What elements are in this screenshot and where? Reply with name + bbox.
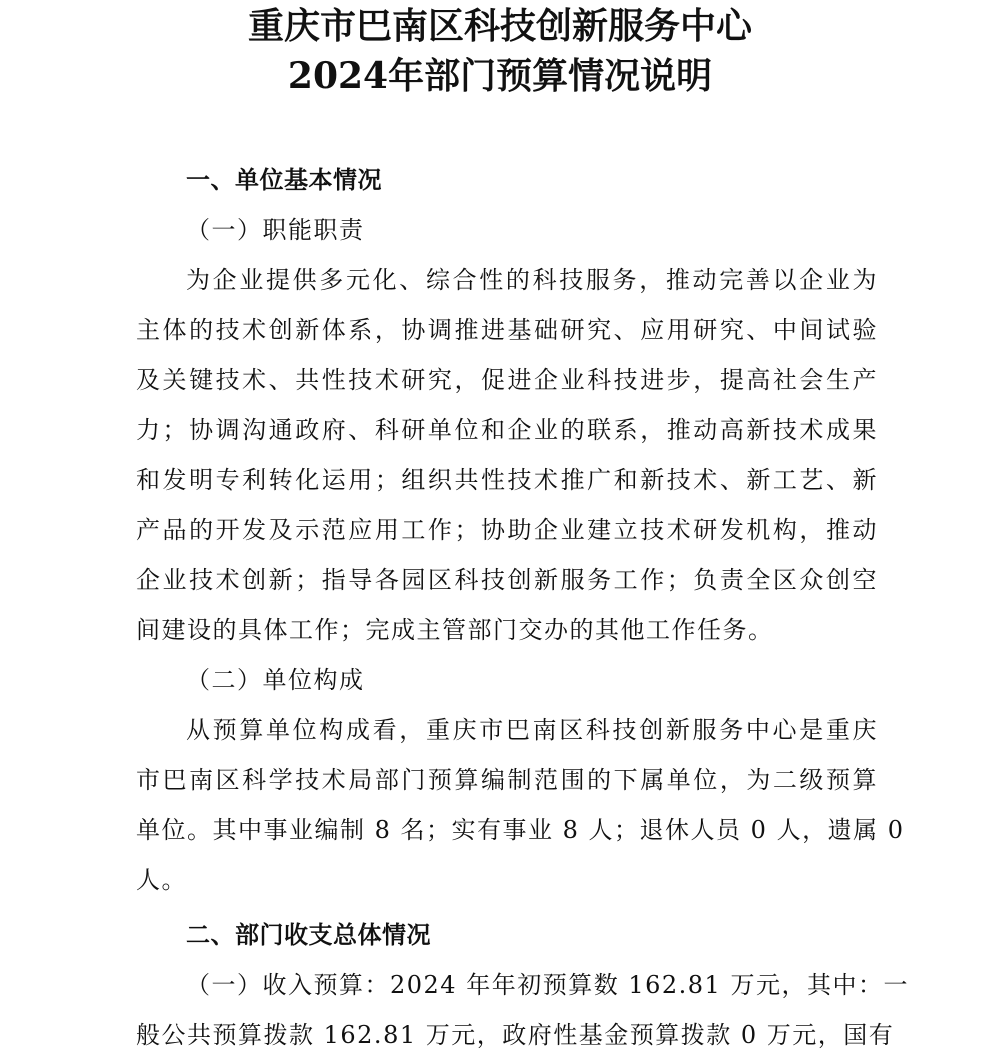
paragraph-line: 和发明专利转化运用；组织共性技术推广和新技术、新工艺、新 [136, 466, 878, 494]
paragraph-line: 人。 [136, 866, 187, 894]
paragraph-line: 为企业提供多元化、综合性的科技服务，推动完善以企业为 [186, 266, 878, 294]
paragraph-line: 及关键技术、共性技术研究，促进企业科技进步，提高社会生产 [136, 366, 878, 394]
paragraph-line: 主体的技术创新体系，协调推进基础研究、应用研究、中间试验 [136, 316, 878, 344]
paragraph-line: 从预算单位构成看，重庆市巴南区科技创新服务中心是重庆 [186, 716, 878, 744]
section2-heading: 二、部门收支总体情况 [186, 921, 431, 949]
paragraph-line: 单位。其中事业编制 8 名；实有事业 8 人；退休人员 0 人，遗属 0 [136, 816, 905, 844]
section1-heading: 一、单位基本情况 [186, 166, 382, 194]
paragraph-line: 力；协调沟通政府、科研单位和企业的联系，推动高新技术成果 [136, 416, 878, 444]
paragraph-line: 市巴南区科学技术局部门预算编制范围的下属单位，为二级预算 [136, 766, 878, 794]
paragraph-line: （一）收入预算：2024 年年初预算数 162.81 万元，其中：一 [186, 971, 909, 999]
paragraph-line: 般公共预算拨款 162.81 万元，政府性基金预算拨款 0 万元，国有 [136, 1021, 895, 1049]
paragraph-line: 产品的开发及示范应用工作；协助企业建立技术研发机构，推动 [136, 516, 878, 544]
section1-sub2-heading: （二）单位构成 [186, 666, 365, 694]
paragraph-line: 间建设的具体工作；完成主管部门交办的其他工作任务。 [136, 616, 774, 644]
paragraph-line: 企业技术创新；指导各园区科技创新服务工作；负责全区众创空 [136, 566, 878, 594]
document-title-line1: 重庆市巴南区科技创新服务中心 [247, 5, 752, 47]
document-title-line2: 2024年部门预算情况说明 [287, 55, 713, 97]
section1-sub1-heading: （一）职能职责 [186, 216, 365, 244]
